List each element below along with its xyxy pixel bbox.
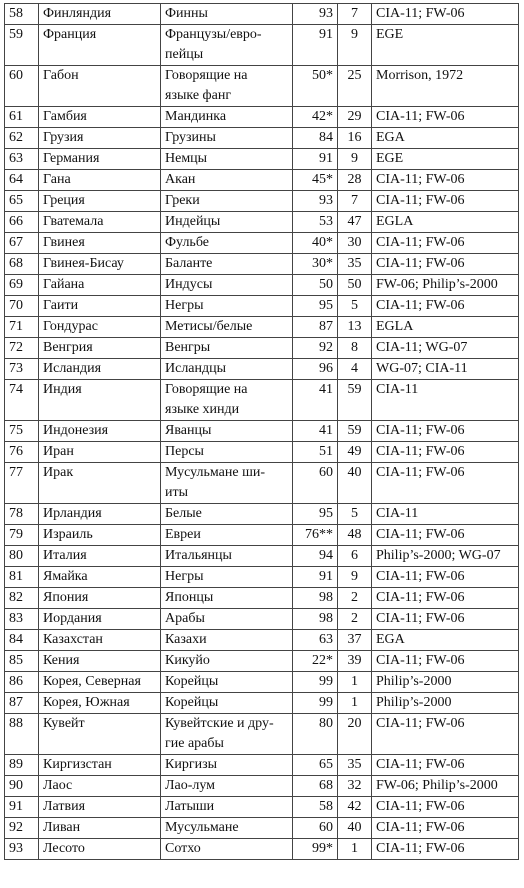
country-cell: Греция bbox=[39, 191, 161, 212]
country-cell: Грузия bbox=[39, 128, 161, 149]
rank-cell: 4 bbox=[338, 359, 372, 380]
ethnic-group-line: Говорящие на bbox=[165, 68, 248, 83]
row-number-cell: 92 bbox=[5, 818, 39, 839]
rank-cell: 35 bbox=[338, 254, 372, 275]
ethnic-group-line: Исландцы bbox=[165, 361, 227, 376]
row-number-cell: 61 bbox=[5, 107, 39, 128]
row-number-cell: 69 bbox=[5, 275, 39, 296]
ethnic-group-cell bbox=[161, 442, 293, 463]
percentage-cell: 91 bbox=[293, 149, 338, 170]
rank-cell: 9 bbox=[338, 567, 372, 588]
ethnic-group-line: Персы bbox=[165, 444, 204, 459]
ethnic-group-line: Негры bbox=[165, 569, 204, 584]
row-number-cell: 85 bbox=[5, 651, 39, 672]
source-cell: FW-06; Philip’s-2000 bbox=[372, 776, 519, 797]
ethnic-group-line: Фульбе bbox=[165, 235, 209, 250]
country-cell: Германия bbox=[39, 149, 161, 170]
percentage-cell: 91 bbox=[293, 25, 338, 66]
rank-cell: 47 bbox=[338, 212, 372, 233]
percentage-cell: 30* bbox=[293, 254, 338, 275]
row-number-cell: 91 bbox=[5, 797, 39, 818]
ethnic-group-line: Индейцы bbox=[165, 214, 221, 229]
percentage-cell: 93 bbox=[293, 4, 338, 25]
row-number-cell: 70 bbox=[5, 296, 39, 317]
ethnic-group-cell bbox=[161, 755, 293, 776]
percentage-cell: 99* bbox=[293, 839, 338, 860]
ethnic-group-line: Яванцы bbox=[165, 423, 212, 438]
source-cell: CIA-11; FW-06 bbox=[372, 170, 519, 191]
rank-cell: 59 bbox=[338, 380, 372, 421]
row-number-cell: 75 bbox=[5, 421, 39, 442]
country-cell: Иран bbox=[39, 442, 161, 463]
ethnic-group-line: Корейцы bbox=[165, 674, 219, 689]
country-cell: Кения bbox=[39, 651, 161, 672]
country-cell: Гамбия bbox=[39, 107, 161, 128]
table-row bbox=[5, 254, 519, 275]
source-cell: CIA-11; FW-06 bbox=[372, 421, 519, 442]
ethnic-group-line: Казахи bbox=[165, 632, 207, 647]
row-number-cell: 66 bbox=[5, 212, 39, 233]
ethnic-group-cell bbox=[161, 609, 293, 630]
table-row bbox=[5, 233, 519, 254]
country-cell: Латвия bbox=[39, 797, 161, 818]
percentage-cell: 96 bbox=[293, 359, 338, 380]
ethnic-group-cell bbox=[161, 254, 293, 275]
source-cell: CIA-11; FW-06 bbox=[372, 442, 519, 463]
country-cell: Гвинея-Бисау bbox=[39, 254, 161, 275]
rank-cell: 49 bbox=[338, 442, 372, 463]
ethnic-group-line: Мандинка bbox=[165, 109, 227, 124]
rank-cell: 13 bbox=[338, 317, 372, 338]
row-number-cell: 83 bbox=[5, 609, 39, 630]
ethnic-group-cell bbox=[161, 4, 293, 25]
country-cell: Киргизстан bbox=[39, 755, 161, 776]
row-number-cell: 82 bbox=[5, 588, 39, 609]
source-cell: EGLA bbox=[372, 212, 519, 233]
ethnic-group-cell bbox=[161, 525, 293, 546]
rank-cell: 35 bbox=[338, 755, 372, 776]
row-number-cell: 81 bbox=[5, 567, 39, 588]
ethnic-group-line: Кувейтские и дру- bbox=[165, 716, 274, 731]
ethnic-group-cell bbox=[161, 651, 293, 672]
table-row bbox=[5, 567, 519, 588]
row-number-cell: 84 bbox=[5, 630, 39, 651]
percentage-cell: 84 bbox=[293, 128, 338, 149]
country-cell: Лесото bbox=[39, 839, 161, 860]
ethnic-group-cell bbox=[161, 839, 293, 860]
row-number-cell: 77 bbox=[5, 463, 39, 504]
percentage-cell: 45* bbox=[293, 170, 338, 191]
ethnic-group-line: пейцы bbox=[165, 47, 204, 62]
table-row bbox=[5, 651, 519, 672]
ethnic-group-line: Евреи bbox=[165, 527, 201, 542]
ethnic-group-cell bbox=[161, 672, 293, 693]
rank-cell: 40 bbox=[338, 463, 372, 504]
percentage-cell: 58 bbox=[293, 797, 338, 818]
ethnic-group-cell bbox=[161, 317, 293, 338]
row-number-cell: 65 bbox=[5, 191, 39, 212]
ethnic-group-cell bbox=[161, 191, 293, 212]
ethnic-group-cell bbox=[161, 714, 293, 755]
percentage-cell: 68 bbox=[293, 776, 338, 797]
ethnic-group-cell bbox=[161, 212, 293, 233]
source-cell: EGA bbox=[372, 128, 519, 149]
ethnic-group-cell bbox=[161, 107, 293, 128]
table-row bbox=[5, 296, 519, 317]
row-number-cell: 78 bbox=[5, 504, 39, 525]
rank-cell: 9 bbox=[338, 149, 372, 170]
ethnic-group-line: Мусульмане bbox=[165, 820, 239, 835]
country-cell: Гондурас bbox=[39, 317, 161, 338]
table-row bbox=[5, 170, 519, 191]
country-cell: Венгрия bbox=[39, 338, 161, 359]
ethnic-group-line: Грузины bbox=[165, 130, 216, 145]
ethnic-group-line: Акан bbox=[165, 172, 196, 187]
table-row bbox=[5, 212, 519, 233]
rank-cell: 20 bbox=[338, 714, 372, 755]
table-row bbox=[5, 839, 519, 860]
row-number-cell: 67 bbox=[5, 233, 39, 254]
ethnic-group-cell bbox=[161, 359, 293, 380]
rank-cell: 28 bbox=[338, 170, 372, 191]
table-row bbox=[5, 504, 519, 525]
table-row bbox=[5, 797, 519, 818]
source-cell: CIA-11; FW-06 bbox=[372, 296, 519, 317]
rank-cell: 25 bbox=[338, 66, 372, 107]
rank-cell: 6 bbox=[338, 546, 372, 567]
percentage-cell: 51 bbox=[293, 442, 338, 463]
ethnic-group-cell bbox=[161, 463, 293, 504]
percentage-cell: 76** bbox=[293, 525, 338, 546]
source-cell: CIA-11; FW-06 bbox=[372, 755, 519, 776]
source-cell: CIA-11; FW-06 bbox=[372, 588, 519, 609]
ethnic-group-line: Мусульмане ши- bbox=[165, 465, 266, 480]
ethnic-group-cell bbox=[161, 170, 293, 191]
table-row bbox=[5, 275, 519, 296]
ethnic-group-cell bbox=[161, 421, 293, 442]
table-row bbox=[5, 380, 519, 421]
country-cell: Корея, Южная bbox=[39, 693, 161, 714]
rank-cell: 7 bbox=[338, 191, 372, 212]
country-cell: Ямайка bbox=[39, 567, 161, 588]
ethnic-group-line: Метисы/белые bbox=[165, 319, 253, 334]
ethnic-group-cell bbox=[161, 504, 293, 525]
percentage-cell: 50 bbox=[293, 275, 338, 296]
rank-cell: 1 bbox=[338, 839, 372, 860]
source-cell: CIA-11; FW-06 bbox=[372, 463, 519, 504]
country-cell: Япония bbox=[39, 588, 161, 609]
percentage-cell: 53 bbox=[293, 212, 338, 233]
percentage-cell: 94 bbox=[293, 546, 338, 567]
row-number-cell: 60 bbox=[5, 66, 39, 107]
rank-cell: 7 bbox=[338, 4, 372, 25]
table-row bbox=[5, 191, 519, 212]
table-row bbox=[5, 442, 519, 463]
percentage-cell: 98 bbox=[293, 609, 338, 630]
table-row bbox=[5, 818, 519, 839]
ethnic-group-line: Финны bbox=[165, 6, 208, 21]
row-number-cell: 87 bbox=[5, 693, 39, 714]
percentage-cell: 40* bbox=[293, 233, 338, 254]
source-cell: CIA-11; FW-06 bbox=[372, 839, 519, 860]
table-row bbox=[5, 338, 519, 359]
rank-cell: 2 bbox=[338, 588, 372, 609]
source-cell: EGE bbox=[372, 149, 519, 170]
country-cell: Финляндия bbox=[39, 4, 161, 25]
ethnic-group-line: Венгры bbox=[165, 340, 211, 355]
row-number-cell: 58 bbox=[5, 4, 39, 25]
country-cell: Гаити bbox=[39, 296, 161, 317]
row-number-cell: 74 bbox=[5, 380, 39, 421]
source-cell: Philip’s-2000; WG-07 bbox=[372, 546, 519, 567]
ethnic-group-cell bbox=[161, 296, 293, 317]
country-cell: Индия bbox=[39, 380, 161, 421]
ethnic-group-cell bbox=[161, 546, 293, 567]
row-number-cell: 89 bbox=[5, 755, 39, 776]
source-cell: CIA-11 bbox=[372, 504, 519, 525]
table-row bbox=[5, 4, 519, 25]
source-cell: CIA-11; FW-06 bbox=[372, 233, 519, 254]
rank-cell: 30 bbox=[338, 233, 372, 254]
percentage-cell: 93 bbox=[293, 191, 338, 212]
rank-cell: 59 bbox=[338, 421, 372, 442]
ethnic-group-cell bbox=[161, 128, 293, 149]
percentage-cell: 22* bbox=[293, 651, 338, 672]
source-cell: CIA-11; FW-06 bbox=[372, 797, 519, 818]
ethnic-group-line: Белые bbox=[165, 506, 202, 521]
ethnic-group-line: Японцы bbox=[165, 590, 214, 605]
ethnic-group-cell bbox=[161, 776, 293, 797]
rank-cell: 2 bbox=[338, 609, 372, 630]
percentage-cell: 80 bbox=[293, 714, 338, 755]
row-number-cell: 93 bbox=[5, 839, 39, 860]
percentage-cell: 99 bbox=[293, 693, 338, 714]
percentage-cell: 41 bbox=[293, 421, 338, 442]
table-row bbox=[5, 25, 519, 66]
percentage-cell: 98 bbox=[293, 588, 338, 609]
rank-cell: 8 bbox=[338, 338, 372, 359]
country-cell: Ирак bbox=[39, 463, 161, 504]
ethnic-group-line: Кикуйо bbox=[165, 653, 210, 668]
country-cell: Гайана bbox=[39, 275, 161, 296]
source-cell: CIA-11; FW-06 bbox=[372, 4, 519, 25]
ethnic-group-line: языке хинди bbox=[165, 402, 240, 417]
country-cell: Кувейт bbox=[39, 714, 161, 755]
table-row bbox=[5, 66, 519, 107]
ethnic-group-line: Сотхо bbox=[165, 841, 201, 856]
ethnic-group-cell bbox=[161, 797, 293, 818]
row-number-cell: 63 bbox=[5, 149, 39, 170]
table-row bbox=[5, 588, 519, 609]
row-number-cell: 79 bbox=[5, 525, 39, 546]
country-cell: Гвинея bbox=[39, 233, 161, 254]
country-cell: Индонезия bbox=[39, 421, 161, 442]
row-number-cell: 90 bbox=[5, 776, 39, 797]
table-row bbox=[5, 149, 519, 170]
table-row bbox=[5, 672, 519, 693]
table-row bbox=[5, 421, 519, 442]
percentage-cell: 65 bbox=[293, 755, 338, 776]
country-cell: Габон bbox=[39, 66, 161, 107]
rank-cell: 37 bbox=[338, 630, 372, 651]
ethnic-homogeneity-table bbox=[4, 3, 519, 860]
percentage-cell: 42* bbox=[293, 107, 338, 128]
percentage-cell: 99 bbox=[293, 672, 338, 693]
source-cell: CIA-11; FW-06 bbox=[372, 609, 519, 630]
row-number-cell: 80 bbox=[5, 546, 39, 567]
ethnic-group-cell bbox=[161, 149, 293, 170]
row-number-cell: 64 bbox=[5, 170, 39, 191]
table-row bbox=[5, 630, 519, 651]
table-row bbox=[5, 317, 519, 338]
rank-cell: 5 bbox=[338, 504, 372, 525]
ethnic-group-cell bbox=[161, 567, 293, 588]
ethnic-group-line: гие арабы bbox=[165, 736, 224, 751]
ethnic-group-line: Французы/евро- bbox=[165, 27, 262, 42]
source-cell: EGLA bbox=[372, 317, 519, 338]
source-cell: CIA-11; FW-06 bbox=[372, 191, 519, 212]
table-row bbox=[5, 755, 519, 776]
ethnic-group-line: Корейцы bbox=[165, 695, 219, 710]
ethnic-group-cell bbox=[161, 693, 293, 714]
ethnic-group-line: иты bbox=[165, 485, 189, 500]
country-cell: Гватемала bbox=[39, 212, 161, 233]
table-body bbox=[5, 4, 519, 860]
rank-cell: 40 bbox=[338, 818, 372, 839]
country-cell: Израиль bbox=[39, 525, 161, 546]
row-number-cell: 59 bbox=[5, 25, 39, 66]
percentage-cell: 60 bbox=[293, 818, 338, 839]
ethnic-group-line: Итальянцы bbox=[165, 548, 232, 563]
table-row bbox=[5, 776, 519, 797]
source-cell: CIA-11; FW-06 bbox=[372, 818, 519, 839]
source-cell: CIA-11; FW-06 bbox=[372, 714, 519, 755]
rank-cell: 9 bbox=[338, 25, 372, 66]
rank-cell: 29 bbox=[338, 107, 372, 128]
source-cell: CIA-11; FW-06 bbox=[372, 651, 519, 672]
country-cell: Италия bbox=[39, 546, 161, 567]
rank-cell: 16 bbox=[338, 128, 372, 149]
source-cell: Philip’s-2000 bbox=[372, 672, 519, 693]
ethnic-group-cell bbox=[161, 588, 293, 609]
country-cell: Ливан bbox=[39, 818, 161, 839]
table-row bbox=[5, 359, 519, 380]
table-row bbox=[5, 107, 519, 128]
row-number-cell: 88 bbox=[5, 714, 39, 755]
ethnic-group-cell bbox=[161, 818, 293, 839]
rank-cell: 32 bbox=[338, 776, 372, 797]
source-cell: CIA-11; FW-06 bbox=[372, 567, 519, 588]
country-cell: Иордания bbox=[39, 609, 161, 630]
row-number-cell: 73 bbox=[5, 359, 39, 380]
percentage-cell: 60 bbox=[293, 463, 338, 504]
percentage-cell: 95 bbox=[293, 296, 338, 317]
row-number-cell: 76 bbox=[5, 442, 39, 463]
row-number-cell: 71 bbox=[5, 317, 39, 338]
source-cell: CIA-11; FW-06 bbox=[372, 525, 519, 546]
ethnic-group-line: языке фанг bbox=[165, 88, 232, 103]
country-cell: Исландия bbox=[39, 359, 161, 380]
ethnic-group-line: Немцы bbox=[165, 151, 208, 166]
rank-cell: 42 bbox=[338, 797, 372, 818]
row-number-cell: 86 bbox=[5, 672, 39, 693]
rank-cell: 5 bbox=[338, 296, 372, 317]
ethnic-group-line: Арабы bbox=[165, 611, 205, 626]
ethnic-group-line: Киргизы bbox=[165, 757, 218, 772]
ethnic-group-cell bbox=[161, 233, 293, 254]
table-row bbox=[5, 128, 519, 149]
source-cell: FW-06; Philip’s-2000 bbox=[372, 275, 519, 296]
percentage-cell: 92 bbox=[293, 338, 338, 359]
row-number-cell: 72 bbox=[5, 338, 39, 359]
country-cell: Франция bbox=[39, 25, 161, 66]
source-cell: EGE bbox=[372, 25, 519, 66]
ethnic-group-line: Говорящие на bbox=[165, 382, 248, 397]
table-row bbox=[5, 609, 519, 630]
source-cell: CIA-11; FW-06 bbox=[372, 254, 519, 275]
ethnic-group-line: Индусы bbox=[165, 277, 213, 292]
source-cell: WG-07; CIA-11 bbox=[372, 359, 519, 380]
table-row bbox=[5, 693, 519, 714]
percentage-cell: 87 bbox=[293, 317, 338, 338]
table-row bbox=[5, 463, 519, 504]
country-cell: Казахстан bbox=[39, 630, 161, 651]
ethnic-group-cell bbox=[161, 630, 293, 651]
rank-cell: 48 bbox=[338, 525, 372, 546]
rank-cell: 39 bbox=[338, 651, 372, 672]
country-cell: Гана bbox=[39, 170, 161, 191]
ethnic-group-cell bbox=[161, 380, 293, 421]
ethnic-group-line: Греки bbox=[165, 193, 200, 208]
source-cell: CIA-11; FW-06 bbox=[372, 107, 519, 128]
ethnic-group-cell bbox=[161, 338, 293, 359]
rank-cell: 1 bbox=[338, 693, 372, 714]
ethnic-group-line: Латыши bbox=[165, 799, 215, 814]
rank-cell: 50 bbox=[338, 275, 372, 296]
table-row bbox=[5, 546, 519, 567]
country-cell: Ирландия bbox=[39, 504, 161, 525]
source-cell: CIA-11 bbox=[372, 380, 519, 421]
ethnic-group-cell bbox=[161, 66, 293, 107]
rank-cell: 1 bbox=[338, 672, 372, 693]
ethnic-group-line: Негры bbox=[165, 298, 204, 313]
source-cell: EGA bbox=[372, 630, 519, 651]
ethnic-group-cell bbox=[161, 25, 293, 66]
percentage-cell: 41 bbox=[293, 380, 338, 421]
row-number-cell: 68 bbox=[5, 254, 39, 275]
ethnic-group-cell bbox=[161, 275, 293, 296]
row-number-cell: 62 bbox=[5, 128, 39, 149]
percentage-cell: 63 bbox=[293, 630, 338, 651]
country-cell: Корея, Северная bbox=[39, 672, 161, 693]
ethnic-group-line: Лао-лум bbox=[165, 778, 216, 793]
table-row bbox=[5, 714, 519, 755]
source-cell: CIA-11; WG-07 bbox=[372, 338, 519, 359]
source-cell: Morrison, 1972 bbox=[372, 66, 519, 107]
table-row bbox=[5, 525, 519, 546]
source-cell: Philip’s-2000 bbox=[372, 693, 519, 714]
percentage-cell: 50* bbox=[293, 66, 338, 107]
percentage-cell: 91 bbox=[293, 567, 338, 588]
country-cell: Лаос bbox=[39, 776, 161, 797]
percentage-cell: 95 bbox=[293, 504, 338, 525]
ethnic-group-line: Баланте bbox=[165, 256, 213, 271]
